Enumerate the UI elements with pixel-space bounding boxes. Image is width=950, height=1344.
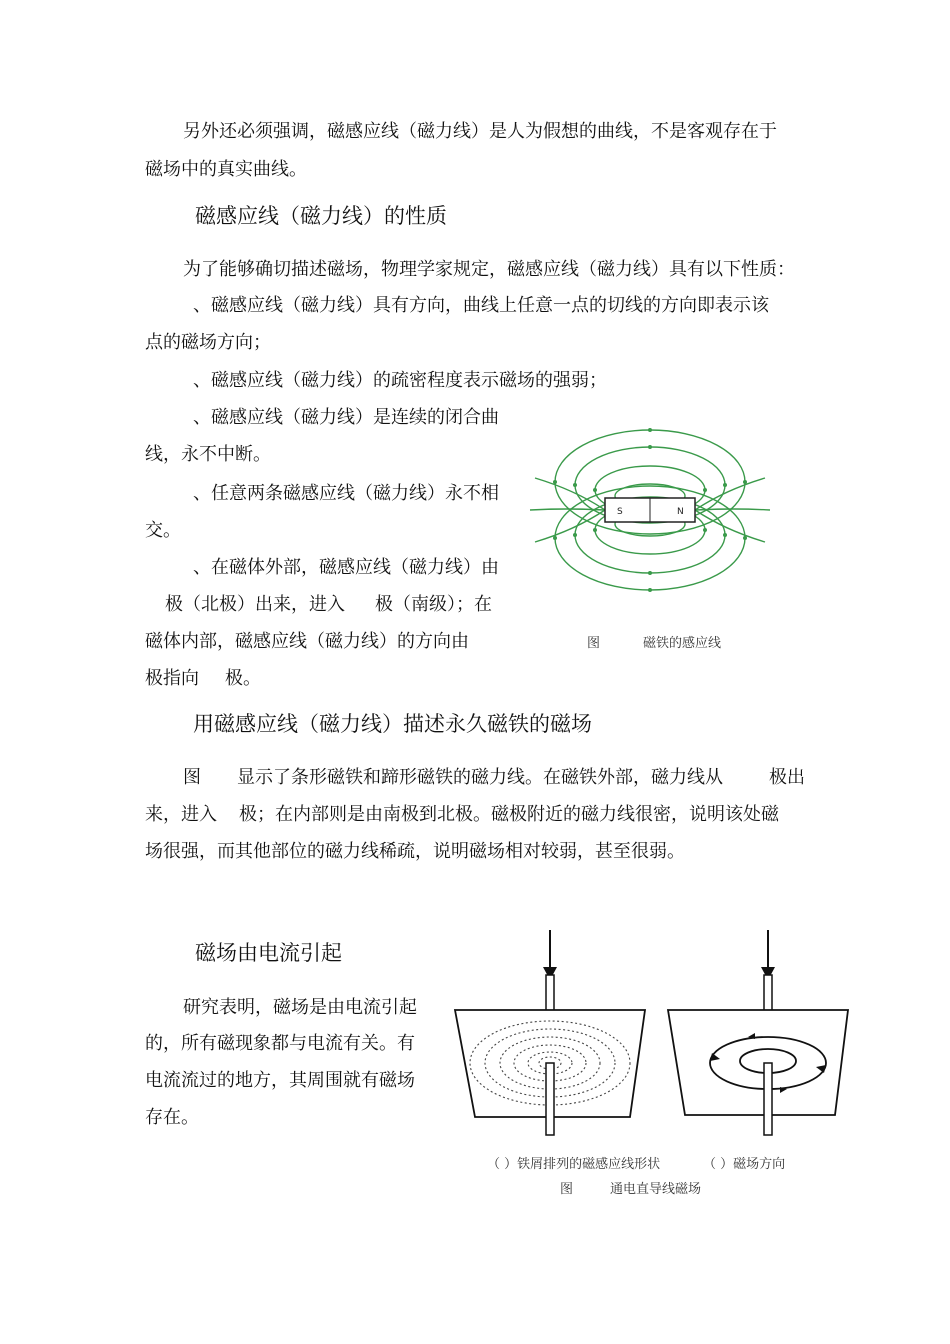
permanent-magnet-line-2b: 极；在内部则是由南极到北极。磁极附近的磁力线很密，说明该处磁 xyxy=(239,804,779,825)
field-direction-panel xyxy=(668,930,848,1135)
iron-filings-panel xyxy=(455,930,645,1135)
bar-magnet-field-figure xyxy=(525,420,775,600)
property-5-line-4a: 极指向 xyxy=(145,668,199,689)
property-1-line-1: 、磁感应线（磁力线）具有方向，曲线上任意一点的切线的方向即表示该 xyxy=(193,295,769,316)
current-line-1: 研究表明，磁场是由电流引起 xyxy=(183,997,417,1018)
property-3-line-2: 线，永不中断。 xyxy=(145,444,271,465)
property-5-line-1: 、在磁体外部，磁感应线（磁力线）由 xyxy=(193,557,499,578)
subfigure-caption-b: （ ）磁场方向 xyxy=(703,1157,786,1172)
wire-figure-caption-prefix: 图 xyxy=(560,1182,574,1197)
subfigure-caption-a: （ ）铁屑排列的磁感应线形状 xyxy=(487,1157,661,1172)
section-heading-properties: 磁感应线（磁力线）的性质 xyxy=(195,204,447,228)
property-4-line-1: 、任意两条磁感应线（磁力线）永不相 xyxy=(193,483,499,504)
current-line-3: 电流流过的地方，其周围就有磁场 xyxy=(145,1070,415,1091)
permanent-magnet-line-3: 场很强，而其他部位的磁力线稀疏，说明磁场相对较弱，甚至很弱。 xyxy=(145,841,685,862)
property-5-line-3: 磁体内部，磁感应线（磁力线）的方向由 xyxy=(145,631,469,652)
current-line-4: 存在。 xyxy=(145,1107,199,1128)
property-5-line-4b: 极。 xyxy=(225,668,261,689)
property-1-line-2: 点的磁场方向； xyxy=(145,332,271,353)
figure-caption-text: 磁铁的感应线 xyxy=(643,636,722,651)
permanent-magnet-line-1c: 极出 xyxy=(769,767,805,788)
permanent-magnet-line-1a: 图 xyxy=(183,767,201,788)
pole-label-n: N xyxy=(677,507,684,517)
property-4-line-2: 交。 xyxy=(145,520,181,541)
section-heading-current: 磁场由电流引起 xyxy=(195,941,342,965)
property-2: 、磁感应线（磁力线）的疏密程度表示磁场的强弱； xyxy=(193,370,607,391)
intro-line-1: 另外还必须强调，磁感应线（磁力线）是人为假想的曲线，不是客观存在于 xyxy=(183,121,777,142)
pole-label-s: S xyxy=(617,507,623,517)
current-line-2: 的，所有磁现象都与电流有关。有 xyxy=(145,1033,415,1054)
figure-caption-prefix: 图 xyxy=(587,636,601,651)
property-3-line-1: 、磁感应线（磁力线）是连续的闭合曲 xyxy=(193,407,499,428)
intro-line-2: 磁场中的真实曲线。 xyxy=(145,159,307,180)
section-heading-permanent-magnet: 用磁感应线（磁力线）描述永久磁铁的磁场 xyxy=(193,712,592,736)
straight-wire-field-figure xyxy=(450,925,850,1150)
property-5-line-2b: 极（南级）；在 xyxy=(375,594,492,615)
permanent-magnet-line-1b: 显示了条形磁铁和蹄形磁铁的磁力线。在磁铁外部，磁力线从 xyxy=(237,767,723,788)
permanent-magnet-line-2a: 来，进入 xyxy=(145,804,217,825)
properties-lead: 为了能够确切描述磁场，物理学家规定，磁感应线（磁力线）具有以下性质： xyxy=(183,259,795,280)
wire-figure-caption-text: 通电直导线磁场 xyxy=(610,1182,702,1197)
property-5-line-2a: 极（北极）出来，进入 xyxy=(165,594,345,615)
